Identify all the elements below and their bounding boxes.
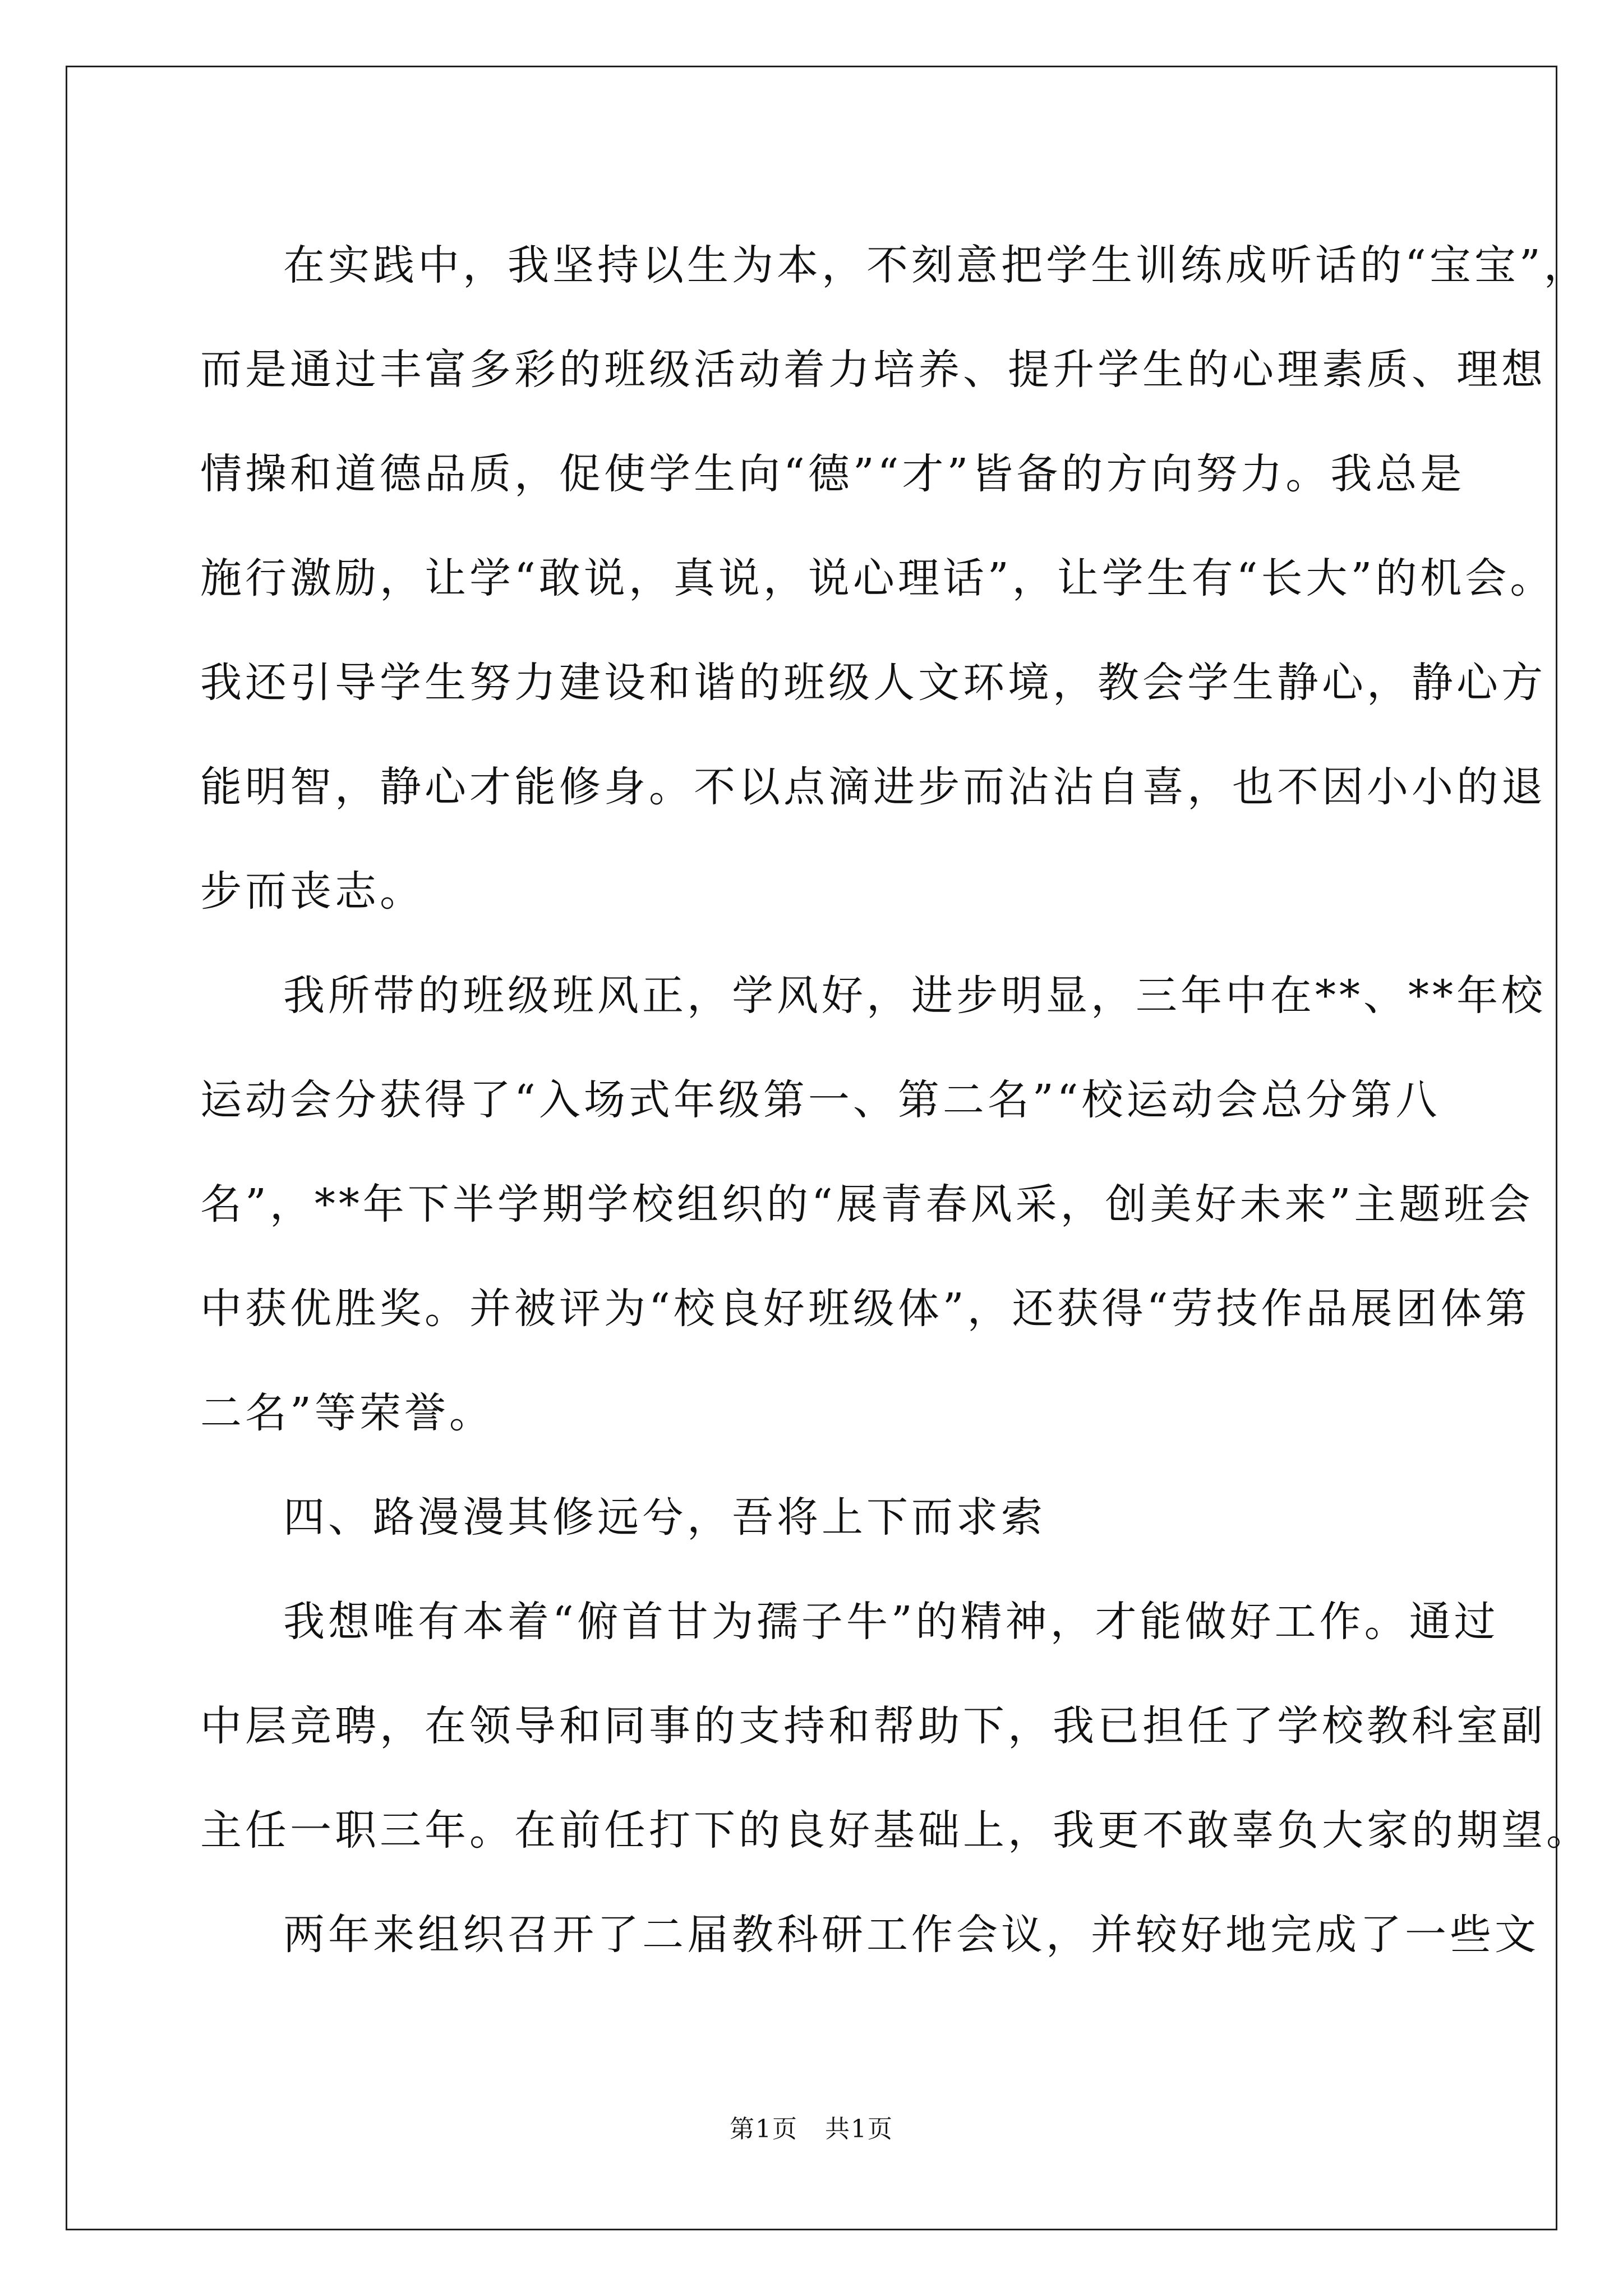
text-line: 能明智，静心才能修身。不以点滴进步而沾沾自喜，也不因小小的退 (200, 763, 1546, 811)
text-line: 中层竞聘，在领导和同事的支持和帮助下，我已担任了学校教科室副 (200, 1702, 1546, 1750)
text-line: 主任一职三年。在前任打下的良好基础上，我更不敢辜负大家的期望。 (200, 1806, 1591, 1855)
document-body (200, 213, 1591, 1987)
text-line: 我想唯有本着“俯首甘为孺子牛”的精神，才能做好工作。通过 (283, 1598, 1499, 1646)
text-line: 我还引导学生努力建设和谐的班级人文环境，教会学生静心，静心方 (200, 659, 1546, 707)
text-line: 名”，**年下半学期学校组织的“展青春风采，创美好未来”主题班会 (200, 1180, 1534, 1228)
text-line: 施行激励，让学“敢说，真说，说心理话”，让学生有“长大”的机会。 (200, 554, 1555, 602)
text-line: 情操和道德品质，促使学生向“德”“才”皆备的方向努力。我总是 (200, 450, 1465, 498)
text-line: 二名”等荣誉。 (200, 1389, 494, 1437)
text-line: 中获优胜奖。并被评为“校良好班级体”，还获得“劳技作品展团体第 (200, 1285, 1530, 1333)
text-line: 而是通过丰富多彩的班级活动着力培养、提升学生的心理素质、理想 (200, 346, 1546, 394)
text-line: 运动会分获得了“入场式年级第一、第二名”“校运动会总分第八 (200, 1076, 1441, 1124)
text-line: 两年来组织召开了二届教科研工作会议，并较好地完成了一些文 (283, 1911, 1539, 1959)
page-footer: 第1页 共1页 (730, 2115, 893, 2143)
section-heading: 四、路漫漫其修远兮，吾将上下而求索 (283, 1493, 1046, 1542)
text-line: 我所带的班级班风正，学风好，进步明显，三年中在**、**年校 (283, 972, 1546, 1020)
text-line: 在实践中，我坚持以生为本，不刻意把学生训练成听话的“宝宝”， (283, 241, 1589, 289)
text-line: 步而丧志。 (200, 867, 425, 915)
